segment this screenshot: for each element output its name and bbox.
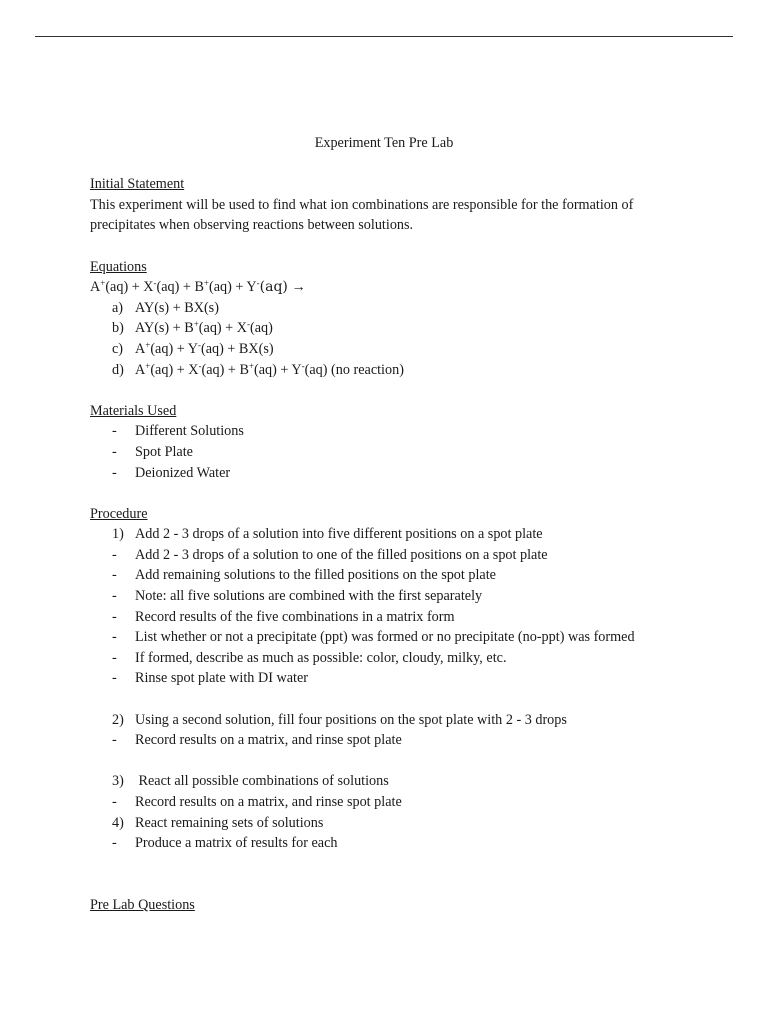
procedure-substep: - Rinse spot plate with DI water [112,670,308,687]
pre-lab-questions-heading: Pre Lab Questions [90,896,195,913]
procedure-substep: - Record results of the five combinations in a matrix form [112,608,455,625]
equations-heading: Equations [90,258,147,275]
procedure-substep: - If formed, describe as much as possible: color, cloudy, milky, etc. [112,649,507,666]
procedure-substep: - Record results on a matrix, and rinse spot plate [112,732,402,749]
header-rule [35,36,733,37]
equation-item-c: c) A+(aq) + Y-(aq) + BX(s) [112,339,274,357]
initial-statement-heading: Initial Statement [90,176,185,193]
materials-heading: Materials Used [90,402,177,419]
procedure-substep: - Record results on a matrix, and rinse spot plate [112,794,402,810]
procedure-step-4: 4) React remaining sets of solutions [112,814,324,831]
initial-statement-line-1: This experiment will be used to find what ion combinations are responsible for the formation of [90,196,634,213]
procedure-step-3: 3) React all possible combinations of solutions [112,773,389,790]
materials-item: - Deionized Water [112,464,231,481]
procedure-heading: Procedure [90,505,148,522]
materials-item: - Spot Plate [112,443,193,460]
page-title: Experiment Ten Pre Lab [314,135,454,151]
procedure-substep: - Add 2 - 3 drops of a solution to one of the filled positions on a spot plate [112,546,548,563]
document-body [90,133,690,916]
procedure-step-2: 2) Using a second solution, fill four positions on the spot plate with 2 - 3 drops [112,711,567,728]
main-equation: A+(aq) + X-(aq) + B+(aq) + Y-(aq) → [90,278,306,296]
initial-statement-line-2: precipitates when observing reactions between solutions. [90,217,414,234]
equation-item-d: d) A+(aq) + X-(aq) + B+(aq) + Y-(aq) (no reaction) [112,360,404,378]
equation-item-a: a) AY(s) + BX(s) [112,299,219,316]
procedure-substep: - Add remaining solutions to the filled positions on the spot plate [112,567,496,584]
procedure-substep: - Note: all five solutions are combined with the first separately [112,588,483,605]
procedure-substep: - List whether or not a precipitate (ppt) was formed or no precipitate (no-ppt) was formed [112,629,635,646]
procedure-step-1: 1) Add 2 - 3 drops of a solution into five different positions on a spot plate [112,526,543,543]
materials-item: - Different Solutions [112,423,244,440]
equation-item-b: b) AY(s) + B+(aq) + X-(aq) [112,319,273,337]
procedure-substep: - Produce a matrix of results for each [112,835,338,852]
